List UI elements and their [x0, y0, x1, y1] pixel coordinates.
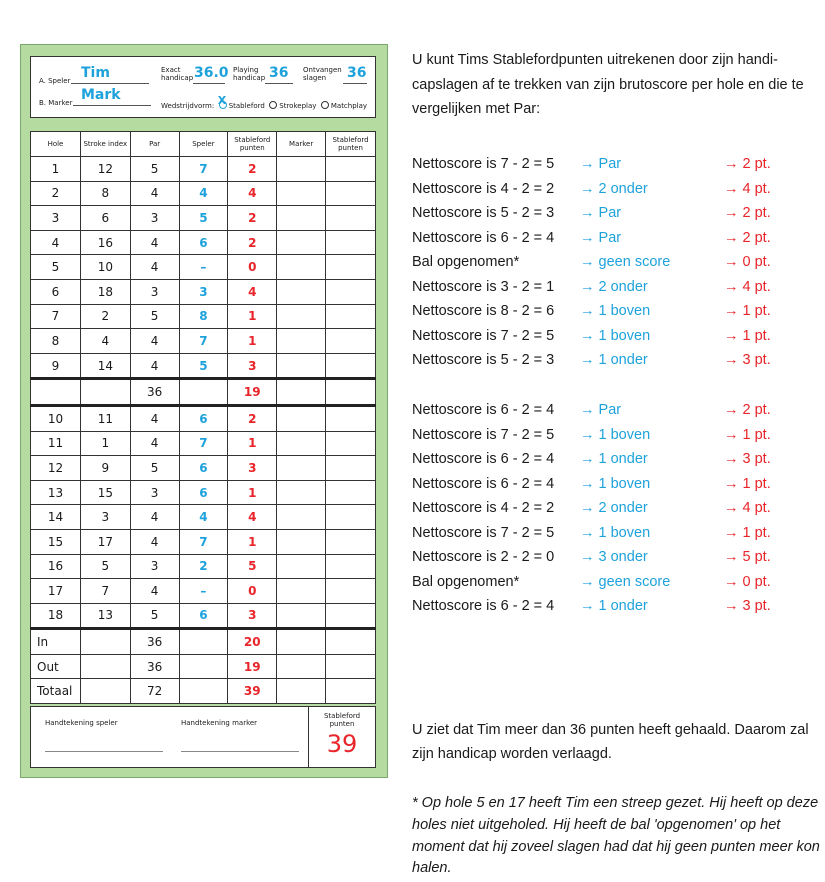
cell-par: 36 — [130, 379, 179, 406]
intro-line-3: vergelijken met Par: — [412, 101, 541, 117]
cell-points: 2 — [228, 230, 277, 255]
cell-par: 3 — [130, 554, 179, 579]
cell-par: 5 — [130, 456, 179, 481]
calc-text: Nettoscore is 6 - 2 = 4 — [412, 451, 555, 467]
col-marker: Marker — [277, 132, 326, 157]
table-row — [31, 654, 376, 679]
cell-points-marker — [326, 379, 376, 406]
calc-points: → 2 pt. — [724, 402, 771, 418]
cell-stroke-index: 2 — [80, 304, 130, 329]
total-value: 39 — [326, 730, 358, 758]
cell-stroke-index: 3 — [80, 505, 130, 530]
cell-par: 4 — [130, 579, 179, 604]
calc-text: Nettoscore is 7 - 2 = 5 — [412, 524, 555, 541]
cell-speler: 6 — [179, 456, 228, 481]
score-table — [30, 131, 376, 704]
cell-marker — [277, 654, 326, 679]
cell-points-marker — [326, 629, 376, 655]
cell-par: 5 — [130, 157, 179, 182]
cell-stroke-index — [80, 629, 130, 655]
radio-stableford[interactable] — [219, 101, 227, 109]
calc-row — [412, 205, 812, 225]
cell-marker — [277, 405, 326, 431]
cell-points: 0 — [228, 255, 277, 280]
cell-marker — [277, 279, 326, 304]
cell-par: 4 — [130, 529, 179, 554]
cell-points: 1 — [228, 529, 277, 554]
calc-text: Nettoscore is 4 - 2 = 2 — [412, 180, 555, 197]
cell-marker — [277, 157, 326, 182]
cell-speler — [179, 679, 228, 704]
col-speler: Speler — [179, 132, 228, 157]
calc-text: Nettoscore is 2 - 2 = 0 — [412, 549, 555, 565]
cell-points-marker — [326, 279, 376, 304]
col-par: Par — [130, 132, 179, 157]
calc-result: → Par — [580, 402, 622, 418]
cell-hole: 10 — [31, 405, 81, 431]
table-row — [31, 629, 376, 655]
cell-hole: 6 — [31, 279, 81, 304]
table-row — [31, 379, 376, 406]
cell-par: 4 — [130, 255, 179, 280]
conclusion-line-1: U ziet dat Tim meer dan 36 punten heeft gehaald. Daarom zal — [412, 722, 809, 738]
conclusion-line-2: zijn handicap worden verlaagd. — [412, 746, 612, 762]
calc-text: Nettoscore is 8 - 2 = 6 — [412, 303, 555, 319]
cell-points: 0 — [228, 579, 277, 604]
cell-marker — [277, 431, 326, 456]
cell-hole: Totaal — [31, 679, 81, 704]
cell-speler: 5 — [179, 206, 228, 231]
exact-label: Exact handicap — [161, 66, 194, 82]
cell-points-marker — [326, 505, 376, 530]
cell-points-marker — [326, 554, 376, 579]
cell-hole: 13 — [31, 480, 81, 505]
calc-result: → Par — [580, 156, 622, 172]
radio-strokeplay[interactable] — [269, 101, 277, 109]
cell-speler: 7 — [179, 329, 228, 354]
cell-speler: 7 — [179, 431, 228, 456]
cell-par: 5 — [130, 304, 179, 329]
calc-row — [412, 574, 812, 594]
cell-marker — [277, 181, 326, 206]
cell-points: 3 — [228, 456, 277, 481]
calc-result: → 1 boven — [580, 426, 651, 443]
cell-marker — [277, 206, 326, 231]
table-row — [31, 431, 376, 456]
calc-row — [412, 500, 812, 520]
calc-result: → 2 onder — [580, 500, 648, 516]
cell-speler: 6 — [179, 230, 228, 255]
cell-par: 3 — [130, 279, 179, 304]
cell-speler: 7 — [179, 157, 228, 182]
cell-speler — [179, 379, 228, 406]
calc-text: Nettoscore is 6 - 2 = 4 — [412, 475, 555, 492]
cell-par: 4 — [130, 505, 179, 530]
calc-row — [412, 181, 812, 201]
table-row — [31, 279, 376, 304]
cell-points-marker — [326, 255, 376, 280]
cell-speler: 3 — [179, 279, 228, 304]
table-row — [31, 456, 376, 481]
cell-par: 4 — [130, 181, 179, 206]
cell-par: 4 — [130, 431, 179, 456]
cell-par: 4 — [130, 353, 179, 379]
col-stroke-index: Stroke index — [80, 132, 130, 157]
calc-row — [412, 254, 812, 274]
calc-text: Nettoscore is 6 - 2 = 4 — [412, 598, 555, 614]
cell-points-marker — [326, 181, 376, 206]
calc-text: Nettoscore is 7 - 2 = 5 — [412, 156, 555, 172]
cell-marker — [277, 603, 326, 629]
cell-hole: 3 — [31, 206, 81, 231]
note-line-1: * Op hole 5 en 17 heeft Tim een streep gezet. Hij heeft op deze — [412, 795, 819, 811]
calc-text: Nettoscore is 5 - 2 = 3 — [412, 205, 555, 221]
cell-points: 2 — [228, 157, 277, 182]
cell-speler — [179, 654, 228, 679]
cell-hole: 15 — [31, 529, 81, 554]
calc-row — [412, 427, 812, 447]
calc-text: Nettoscore is 7 - 2 = 5 — [412, 327, 555, 344]
col-stableford-marker: Stableford punten — [326, 132, 376, 157]
calc-result: → 1 onder — [580, 598, 648, 614]
calc-row — [412, 476, 812, 496]
calc-points: → 1 pt. — [724, 426, 771, 443]
marker-label: B. Marker — [39, 99, 73, 107]
table-row — [31, 304, 376, 329]
calc-text: Bal opgenomen* — [412, 254, 520, 270]
cell-points: 4 — [228, 181, 277, 206]
cell-hole: 7 — [31, 304, 81, 329]
calc-result: → Par — [580, 229, 622, 246]
cell-hole: 14 — [31, 505, 81, 530]
cell-hole: 17 — [31, 579, 81, 604]
cell-stroke-index: 14 — [80, 353, 130, 379]
calc-result: → 1 boven — [580, 303, 651, 319]
sign-marker-label: Handtekening marker — [181, 719, 258, 727]
table-row — [31, 206, 376, 231]
calc-result: → 2 onder — [580, 278, 648, 295]
calc-points: → 0 pt. — [724, 573, 771, 590]
cell-points: 19 — [228, 654, 277, 679]
cell-stroke-index — [80, 679, 130, 704]
signature-footer — [30, 706, 376, 768]
ontvangen-label: Ontvangen slagen — [303, 66, 342, 82]
ontvangen-value: 36 — [347, 65, 367, 81]
calc-points: → 1 pt. — [724, 475, 771, 492]
cell-points-marker — [326, 654, 376, 679]
cell-hole — [31, 379, 81, 406]
calc-result: → 2 onder — [580, 180, 648, 197]
table-row — [31, 405, 376, 431]
cell-stroke-index: 12 — [80, 157, 130, 182]
note-line-2: holes niet uitgeholed. Hij heeft de bal 'opgenomen' op het — [412, 817, 781, 833]
cell-points: 1 — [228, 480, 277, 505]
cell-stroke-index: 15 — [80, 480, 130, 505]
cell-points-marker — [326, 579, 376, 604]
cell-marker — [277, 255, 326, 280]
calc-result: → 1 boven — [580, 524, 651, 541]
cell-marker — [277, 230, 326, 255]
cell-marker — [277, 505, 326, 530]
table-row — [31, 603, 376, 629]
cell-hole: 1 — [31, 157, 81, 182]
cell-speler: 2 — [179, 554, 228, 579]
total-box — [308, 707, 375, 767]
cell-par: 5 — [130, 603, 179, 629]
cell-points: 4 — [228, 505, 277, 530]
cell-stroke-index: 4 — [80, 329, 130, 354]
cell-points-marker — [326, 431, 376, 456]
cell-points: 2 — [228, 405, 277, 431]
cell-hole: In — [31, 629, 81, 655]
table-row — [31, 157, 376, 182]
calc-points: → 4 pt. — [724, 278, 771, 295]
calc-text: Nettoscore is 6 - 2 = 4 — [412, 402, 555, 418]
cell-points: 1 — [228, 329, 277, 354]
cell-marker — [277, 679, 326, 704]
cell-points: 3 — [228, 353, 277, 379]
calc-row — [412, 303, 812, 323]
cell-marker — [277, 304, 326, 329]
table-row — [31, 554, 376, 579]
cell-points-marker — [326, 529, 376, 554]
calc-points: → 1 pt. — [724, 327, 771, 344]
cell-stroke-index: 11 — [80, 405, 130, 431]
cell-marker — [277, 456, 326, 481]
cell-speler: 8 — [179, 304, 228, 329]
calc-text: Bal opgenomen* — [412, 573, 520, 590]
cell-points: 4 — [228, 279, 277, 304]
cell-speler: 6 — [179, 603, 228, 629]
calc-row — [412, 279, 812, 299]
cell-stroke-index: 9 — [80, 456, 130, 481]
note-line-4: halen. — [412, 860, 452, 876]
cell-points: 1 — [228, 304, 277, 329]
cell-hole: 12 — [31, 456, 81, 481]
cell-stroke-index: 8 — [80, 181, 130, 206]
cell-points: 19 — [228, 379, 277, 406]
table-row — [31, 353, 376, 379]
cell-speler: 4 — [179, 181, 228, 206]
col-stableford: Stableford punten — [228, 132, 277, 157]
calc-text: Nettoscore is 6 - 2 = 4 — [412, 229, 555, 246]
intro-line-1: U kunt Tims Stablefordpunten uitrekenen door zijn handi- — [412, 52, 778, 68]
cell-speler: 4 — [179, 505, 228, 530]
cell-speler: – — [179, 255, 228, 280]
speler-label: A. Speler — [39, 77, 71, 85]
cell-par: 36 — [130, 654, 179, 679]
cell-speler: 6 — [179, 480, 228, 505]
cell-marker — [277, 480, 326, 505]
calc-result: → geen score — [580, 254, 671, 270]
cell-points-marker — [326, 679, 376, 704]
calc-row — [412, 451, 812, 471]
sign-marker-line[interactable] — [181, 751, 299, 752]
calc-row — [412, 156, 812, 176]
cell-par: 4 — [130, 230, 179, 255]
calc-result: → 3 onder — [580, 549, 648, 565]
cell-marker — [277, 379, 326, 406]
cell-hole: 8 — [31, 329, 81, 354]
cell-marker — [277, 629, 326, 655]
cell-stroke-index — [80, 654, 130, 679]
cell-stroke-index: 6 — [80, 206, 130, 231]
cell-points-marker — [326, 206, 376, 231]
cell-par: 4 — [130, 405, 179, 431]
calc-result: → Par — [580, 205, 622, 221]
cell-stroke-index: 10 — [80, 255, 130, 280]
cell-points-marker — [326, 603, 376, 629]
cell-points: 3 — [228, 603, 277, 629]
calc-text: Nettoscore is 3 - 2 = 1 — [412, 278, 555, 295]
calc-row — [412, 598, 812, 618]
calc-points: → 1 pt. — [724, 303, 771, 319]
cell-points-marker — [326, 329, 376, 354]
calc-points: → 4 pt. — [724, 180, 771, 197]
cell-marker — [277, 353, 326, 379]
calc-result: → 1 boven — [580, 475, 651, 492]
cell-points: 20 — [228, 629, 277, 655]
cell-par: 4 — [130, 329, 179, 354]
calc-text: Nettoscore is 4 - 2 = 2 — [412, 500, 555, 516]
calc-result: → geen score — [580, 573, 671, 590]
cell-points-marker — [326, 405, 376, 431]
cell-par: 3 — [130, 206, 179, 231]
cell-stroke-index: 13 — [80, 603, 130, 629]
cell-stroke-index: 7 — [80, 579, 130, 604]
calc-points: → 3 pt. — [724, 598, 771, 614]
playing-handicap-value: 36 — [269, 65, 289, 81]
calc-row — [412, 525, 812, 545]
cell-par: 36 — [130, 629, 179, 655]
cell-points-marker — [326, 304, 376, 329]
cell-speler: 5 — [179, 353, 228, 379]
table-row — [31, 329, 376, 354]
calc-points: → 3 pt. — [724, 451, 771, 467]
table-row — [31, 679, 376, 704]
cell-marker — [277, 329, 326, 354]
calc-points: → 4 pt. — [724, 500, 771, 516]
calc-points: → 2 pt. — [724, 156, 771, 172]
marker-name: Mark — [81, 87, 121, 103]
exact-handicap-value: 36.0 — [194, 65, 229, 81]
table-row — [31, 255, 376, 280]
cell-hole: 11 — [31, 431, 81, 456]
table-row — [31, 505, 376, 530]
cell-hole: 5 — [31, 255, 81, 280]
cell-hole: 2 — [31, 181, 81, 206]
table-row — [31, 181, 376, 206]
cell-marker — [277, 554, 326, 579]
cell-hole: Out — [31, 654, 81, 679]
calc-points: → 2 pt. — [724, 229, 771, 246]
sign-speler-line[interactable] — [45, 751, 163, 752]
cell-hole: 9 — [31, 353, 81, 379]
wedstrijdvorm: Wedstrijdvorm: X Stableford Strokeplay Matchplay — [161, 101, 367, 110]
speler-name: Tim — [81, 65, 110, 81]
calc-points: → 1 pt. — [724, 524, 771, 541]
total-label: Stableford punten — [323, 712, 361, 728]
calc-result: → 1 onder — [580, 451, 648, 467]
cell-stroke-index — [80, 379, 130, 406]
cell-points-marker — [326, 353, 376, 379]
calc-row — [412, 402, 812, 422]
note-line-3: moment dat hij zoveel slagen had dat hij geen punten meer kon — [412, 839, 820, 855]
table-row — [31, 529, 376, 554]
cell-speler: 7 — [179, 529, 228, 554]
cell-speler: – — [179, 579, 228, 604]
cell-marker — [277, 529, 326, 554]
calc-points: → 0 pt. — [724, 254, 771, 270]
cell-points: 39 — [228, 679, 277, 704]
intro-line-2: capslagen af te trekken van zijn brutoscore per hole en die te — [412, 77, 804, 93]
cell-stroke-index: 1 — [80, 431, 130, 456]
table-row — [31, 579, 376, 604]
cell-points: 2 — [228, 206, 277, 231]
playing-label: Playing handicap — [233, 66, 266, 82]
scorecard-header — [30, 56, 376, 118]
table-row — [31, 480, 376, 505]
cell-par: 72 — [130, 679, 179, 704]
calc-text: Nettoscore is 7 - 2 = 5 — [412, 426, 555, 443]
cell-hole: 16 — [31, 554, 81, 579]
cell-points-marker — [326, 456, 376, 481]
cell-speler — [179, 629, 228, 655]
cell-stroke-index: 5 — [80, 554, 130, 579]
cell-points: 1 — [228, 431, 277, 456]
calc-points: → 5 pt. — [724, 549, 771, 565]
cell-speler: 6 — [179, 405, 228, 431]
cell-stroke-index: 18 — [80, 279, 130, 304]
calc-result: → 1 boven — [580, 327, 651, 344]
calc-points: → 3 pt. — [724, 352, 771, 368]
cell-stroke-index: 16 — [80, 230, 130, 255]
col-hole: Hole — [31, 132, 81, 157]
calc-row — [412, 328, 812, 348]
calc-row — [412, 230, 812, 250]
cell-marker — [277, 579, 326, 604]
sign-speler-label: Handtekening speler — [45, 719, 118, 727]
cell-hole: 4 — [31, 230, 81, 255]
cell-par: 3 — [130, 480, 179, 505]
cell-stroke-index: 17 — [80, 529, 130, 554]
calc-points: → 2 pt. — [724, 205, 771, 221]
cell-points-marker — [326, 157, 376, 182]
cell-hole: 18 — [31, 603, 81, 629]
cell-points: 5 — [228, 554, 277, 579]
radio-matchplay[interactable] — [321, 101, 329, 109]
calc-text: Nettoscore is 5 - 2 = 3 — [412, 352, 555, 368]
calc-result: → 1 onder — [580, 352, 648, 368]
cell-points-marker — [326, 480, 376, 505]
cell-points-marker — [326, 230, 376, 255]
calc-row — [412, 549, 812, 569]
table-row — [31, 230, 376, 255]
calc-row — [412, 352, 812, 372]
